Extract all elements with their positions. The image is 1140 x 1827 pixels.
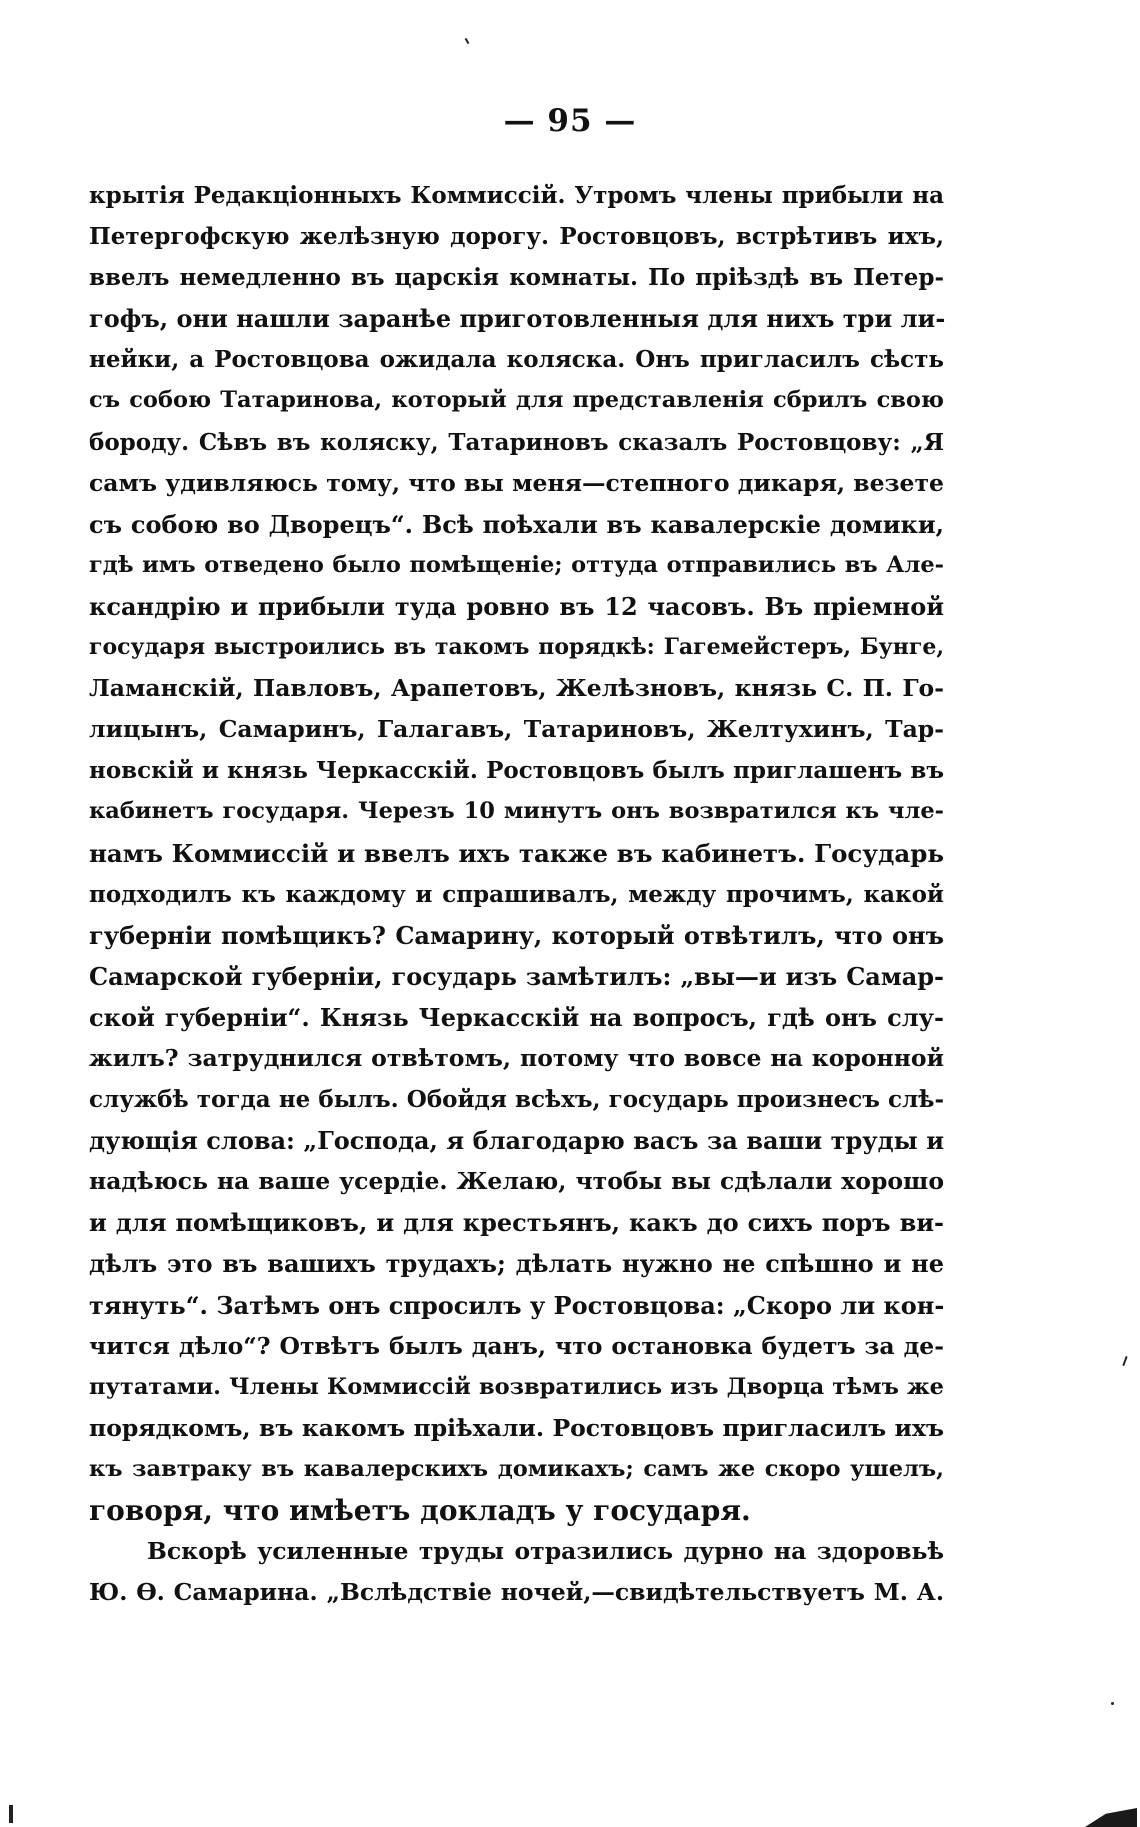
text-line: крытія Редакціонныхъ Коммиссій. Утромъ члены прибыли на [89, 182, 944, 209]
text-line: гдѣ имъ отведено было помѣщеніе; оттуда отправились въ Але- [89, 551, 944, 578]
text-line: намъ Коммиссій и ввелъ ихъ также въ кабинетъ. Государь [89, 838, 944, 868]
text-line: ксандрію и прибыли туда ровно въ 12 часовъ. Въ пріемной [89, 591, 944, 621]
text-line: подходилъ къ каждому и спрашивалъ, между прочимъ, какой [89, 880, 944, 908]
text-line: жилъ? затруднился отвѣтомъ, потому что вовсе на коронной [89, 1043, 944, 1072]
text-line: и для помѣщиковъ, и для крестьянъ, какъ до сихъ поръ ви- [89, 1208, 944, 1238]
text-line: Самарской губерніи, государь замѣтилъ: „вы—и изъ Самар- [89, 961, 944, 991]
paragraph-end-line: говоря, что имѣетъ докладъ у государя. [89, 1494, 751, 1527]
text-line: службѣ тогда не былъ. Обойдя всѣхъ, государь произнесъ слѣ- [89, 1086, 944, 1114]
text-line: тянуть“. Затѣмъ онъ спросилъ у Ростовцова: „Скоро ли кон- [89, 1290, 945, 1320]
text-line: дѣлъ это въ вашихъ трудахъ; дѣлать нужно не спѣшно и не [89, 1249, 944, 1279]
text-line: надѣюсь на ваше усердіе. Желаю, чтобы вы сдѣлали хорошо [89, 1167, 944, 1196]
text-line: ввелъ немедленно въ царскія комнаты. По пріѣздѣ въ Петер- [89, 264, 944, 292]
text-line: съ собою во Дворецъ“. Всѣ поѣхали въ кавалерскіе домики, [89, 509, 944, 539]
body-text [89, 175, 944, 1613]
text-line: кабинетъ государя. Черезъ 10 минутъ онъ возвратился къ чле- [89, 798, 944, 825]
text-line: путатами. Члены Коммиссій возвратились изъ Дворца тѣмъ же [89, 1373, 944, 1400]
text-line: Ламанскій, Павловъ, Арапетовъ, Желѣзновъ, князь С. П. Го- [89, 674, 944, 703]
text-line: государя выстроились въ такомъ порядкѣ: Гагемейстеръ, Бунге, [89, 634, 944, 661]
page-number: — 95 — [503, 103, 637, 139]
text-line: дующія слова: „Господа, я благодарю васъ за ваши труды и [89, 1126, 944, 1156]
text-line: новскій и князь Черкасскій. Ростовцовъ былъ приглашенъ въ [89, 757, 944, 785]
scan-speck [1122, 1356, 1127, 1366]
text-line: ской губерніи“. Князь Черкасскій на вопросъ, гдѣ онъ слу- [89, 1002, 944, 1032]
text-line: къ завтраку въ кавалерскихъ домикахъ; самъ же скоро ушелъ, [89, 1455, 944, 1482]
text-line: Ю. Ѳ. Самарина. „Вслѣдствіе ночей,—свидѣтельствуетъ М. А. [89, 1578, 944, 1607]
text-line: губерніи помѣщикъ? Самарину, который отвѣтилъ, что онъ [89, 920, 944, 950]
text-line: бороду. Сѣвъ въ коляску, Татариновъ сказалъ Ростовцову: „Я [89, 428, 944, 456]
text-line: гофъ, они нашли заранѣе приготовленныя для нихъ три ли- [89, 304, 946, 334]
paragraph-start-line: Вскорѣ усиленные труды отразились дурно на здоровьѣ [147, 1537, 944, 1566]
scan-edge-mark [9, 1805, 13, 1823]
text-line: нейки, а Ростовцова ожидала коляска. Онъ пригласилъ сѣсть [89, 346, 944, 374]
text-line: лицынъ, Самаринъ, Галагавъ, Татариновъ, Желтухинъ, Тар- [89, 715, 944, 744]
text-line: Петергофскую желѣзную дорогу. Ростовцовъ, встрѣтивъ ихъ, [89, 223, 944, 251]
text-line: съ собою Татаринова, который для представленія сбрилъ свою [89, 387, 944, 414]
scan-speck [465, 38, 470, 44]
scan-speck [1111, 1702, 1114, 1705]
text-line: чится дѣло“? Отвѣтъ былъ данъ, что остановка будетъ за де- [89, 1331, 944, 1360]
text-line: порядкомъ, въ какомъ пріѣхали. Ростовцовъ пригласилъ ихъ [89, 1413, 944, 1442]
text-line: самъ удивляюсь тому, что вы меня—степного дикаря, везете [89, 468, 944, 497]
scan-corner-shadow [1085, 1808, 1137, 1827]
